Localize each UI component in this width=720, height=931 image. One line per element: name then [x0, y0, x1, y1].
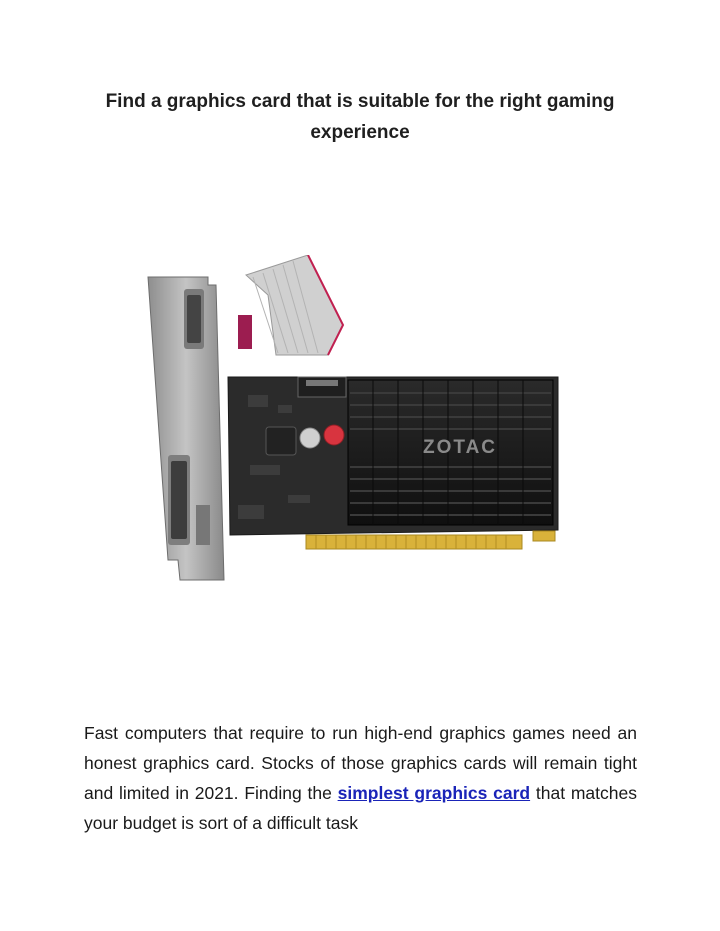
simplest-graphics-card-link[interactable]: simplest graphics card [337, 782, 531, 803]
paragraph-text-start: Fast computers that require to run high-end graphics games need an honest graphics card. Stocks of those graphics cards will remain tight and limited in 2021. Finding the [84, 722, 637, 803]
paragraph-text-end: that matches your budget is sort of a difficult task [84, 782, 637, 833]
brand-logo-text: ZOTAC [422, 437, 498, 458]
body-paragraph [84, 718, 637, 838]
graphics-card-image [138, 255, 568, 600]
page-title: Find a graphics card that is suitable for the right gaming experience [105, 91, 615, 143]
